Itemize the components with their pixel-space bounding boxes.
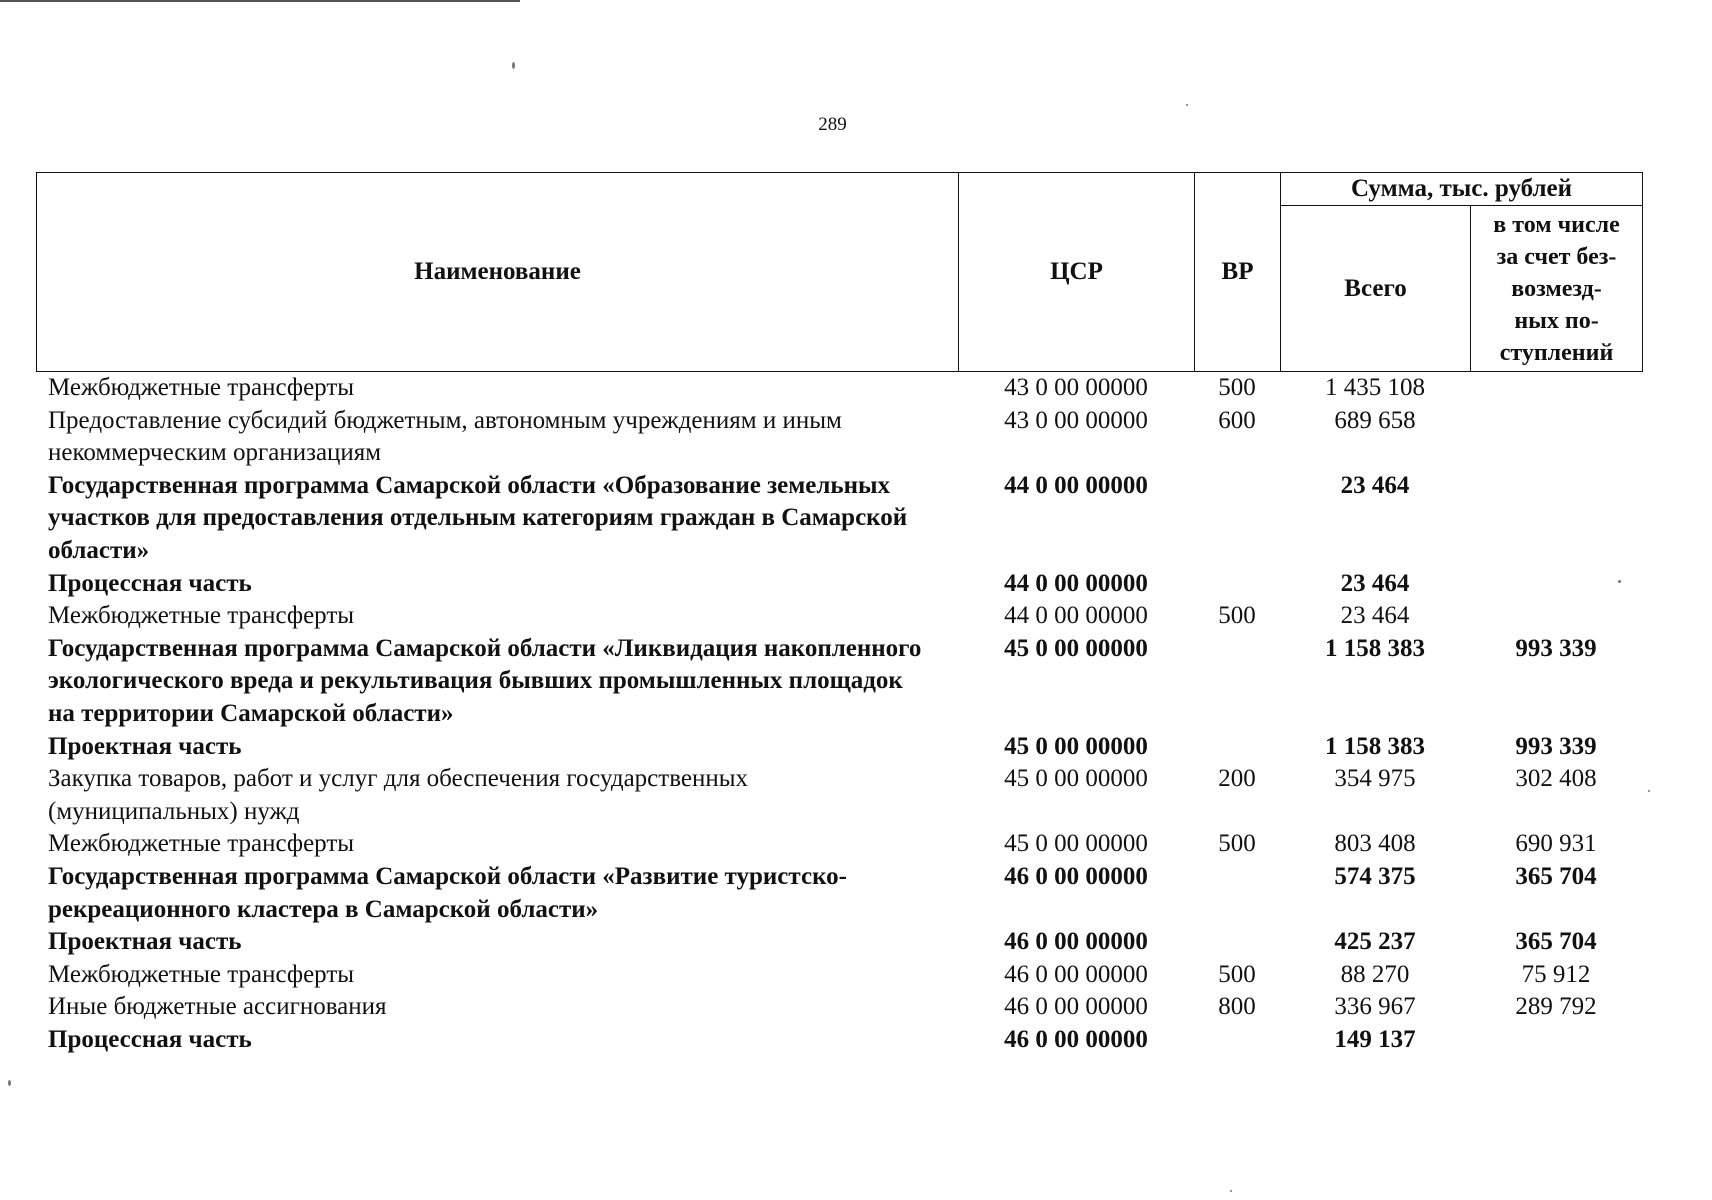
header-incl-line: ных по- xyxy=(1514,307,1599,334)
scan-speck xyxy=(1230,1190,1232,1192)
cell-name: Проектная часть xyxy=(48,732,242,760)
cell-total: 1 435 108 xyxy=(1325,374,1425,401)
cell-name: Закупка товаров, работ и услуг для обеспечения государственных (муниципальных) нужд xyxy=(48,765,749,825)
table-row xyxy=(36,991,1642,1024)
scan-speck xyxy=(1618,580,1621,583)
cell-incl xyxy=(1470,600,1642,633)
scan-speck xyxy=(8,1080,11,1086)
table-header xyxy=(36,172,1643,372)
cell-name: Межбюджетные трансферты xyxy=(48,830,355,858)
cell-name: Межбюджетные трансферты xyxy=(48,374,355,401)
cell-incl xyxy=(1470,405,1642,470)
cell-vr: 800 xyxy=(1218,993,1256,1021)
cell-total: 336 967 xyxy=(1334,993,1416,1021)
cell-name: Межбюджетные трансферты xyxy=(48,960,355,988)
scan-speck xyxy=(1186,104,1188,106)
cell-incl: 289 792 xyxy=(1515,993,1597,1021)
table-row xyxy=(36,405,1642,470)
cell-total: 689 658 xyxy=(1334,406,1416,434)
table-row xyxy=(36,959,1642,992)
cell-vr: 500 xyxy=(1218,960,1256,988)
header-name: Наименование xyxy=(37,173,959,372)
cell-incl xyxy=(1470,1024,1642,1057)
table-row xyxy=(36,763,1642,828)
cell-incl: 993 339 xyxy=(1515,732,1597,760)
cell-csr: 44 0 00 00000 xyxy=(1004,569,1148,597)
table-row xyxy=(36,600,1642,633)
cell-name: Государственная программа Самарской области «Ликвидация накопленного экологического вреда и рекультивация бывших промышленных площадок на территории Самарской области» xyxy=(48,634,922,727)
cell-csr: 44 0 00 00000 xyxy=(1004,471,1148,499)
cell-incl: 365 704 xyxy=(1515,928,1597,956)
cell-csr: 46 0 00 00000 xyxy=(1004,960,1148,988)
cell-total: 425 237 xyxy=(1334,928,1416,956)
cell-csr: 45 0 00 00000 xyxy=(1004,732,1148,760)
header-incl-line: ступлений xyxy=(1499,339,1614,366)
cell-total: 1 158 383 xyxy=(1325,634,1425,662)
header-csr: ЦСР xyxy=(959,173,1195,372)
cell-vr xyxy=(1194,633,1280,731)
cell-total: 23 464 xyxy=(1340,471,1410,499)
cell-total: 149 137 xyxy=(1334,1025,1416,1053)
table-row xyxy=(36,861,1642,926)
cell-name: Государственная программа Самарской области «Развитие туристско-рекреационного кластера в Самарской области» xyxy=(48,862,847,923)
table-row xyxy=(36,1024,1642,1057)
cell-vr: 600 xyxy=(1218,406,1256,434)
header-total: Всего xyxy=(1281,206,1471,372)
header-vr: ВР xyxy=(1195,173,1281,372)
cell-vr xyxy=(1194,926,1280,959)
scan-speck xyxy=(512,62,515,69)
cell-vr xyxy=(1194,470,1280,568)
cell-incl: 993 339 xyxy=(1515,634,1597,662)
header-incl-line: возмезд- xyxy=(1511,275,1602,302)
cell-total: 23 464 xyxy=(1340,602,1410,630)
cell-incl xyxy=(1470,470,1642,568)
cell-name: Иные бюджетные ассигнования xyxy=(48,993,387,1021)
header-incl xyxy=(1471,206,1643,372)
cell-total: 803 408 xyxy=(1334,830,1416,858)
table-row xyxy=(36,926,1642,959)
cell-incl: 365 704 xyxy=(1515,862,1597,890)
cell-total: 23 464 xyxy=(1340,569,1410,597)
scan-top-rule xyxy=(0,0,520,2)
cell-vr: 500 xyxy=(1218,374,1256,401)
cell-csr: 45 0 00 00000 xyxy=(1004,634,1148,662)
table-row xyxy=(36,633,1642,731)
cell-csr: 46 0 00 00000 xyxy=(1004,862,1148,890)
scan-speck xyxy=(1648,790,1650,792)
cell-incl xyxy=(1470,568,1642,601)
cell-csr: 43 0 00 00000 xyxy=(1004,406,1148,434)
header-incl-line: за счет без- xyxy=(1496,243,1617,270)
cell-name: Предоставление субсидий бюджетным, автономным учреждениям и иным некоммерческим организациям xyxy=(48,406,842,467)
cell-csr: 44 0 00 00000 xyxy=(1004,602,1148,630)
table-row xyxy=(36,568,1642,601)
cell-vr: 500 xyxy=(1218,602,1256,630)
cell-csr: 45 0 00 00000 xyxy=(1004,765,1148,793)
cell-incl: 75 912 xyxy=(1521,960,1591,988)
table-row xyxy=(36,372,1642,405)
cell-csr: 46 0 00 00000 xyxy=(1004,928,1148,956)
cell-vr xyxy=(1194,861,1280,926)
cell-incl: 690 931 xyxy=(1515,830,1597,858)
cell-incl: 302 408 xyxy=(1515,765,1597,793)
table-row xyxy=(36,828,1642,861)
page-number: 289 xyxy=(818,114,847,135)
cell-csr: 43 0 00 00000 xyxy=(1004,374,1148,401)
cell-name: Межбюджетные трансферты xyxy=(48,602,355,630)
cell-total: 88 270 xyxy=(1340,960,1410,988)
cell-name: Проектная часть xyxy=(48,928,242,956)
cell-total: 1 158 383 xyxy=(1325,732,1425,760)
cell-incl xyxy=(1470,372,1642,405)
header-incl-line: в том числе xyxy=(1493,211,1620,238)
cell-csr: 45 0 00 00000 xyxy=(1004,830,1148,858)
cell-vr: 200 xyxy=(1218,765,1256,793)
cell-vr xyxy=(1194,731,1280,764)
cell-total: 574 375 xyxy=(1334,862,1416,890)
cell-name: Государственная программа Самарской области «Образование земельных участков для предоставления отдельным категориям граждан в Самарской области» xyxy=(48,471,908,564)
header-sum: Сумма, тыс. рублей xyxy=(1281,173,1643,206)
cell-name: Процессная часть xyxy=(48,569,252,597)
cell-csr: 46 0 00 00000 xyxy=(1004,1025,1148,1053)
cell-csr: 46 0 00 00000 xyxy=(1004,993,1148,1021)
cell-total: 354 975 xyxy=(1334,765,1416,793)
cell-vr xyxy=(1194,568,1280,601)
cell-vr: 500 xyxy=(1218,830,1256,858)
table-row xyxy=(36,731,1642,764)
table-body xyxy=(36,372,1642,1056)
cell-name: Процессная часть xyxy=(48,1025,252,1053)
cell-vr xyxy=(1194,1024,1280,1057)
table-row xyxy=(36,470,1642,568)
